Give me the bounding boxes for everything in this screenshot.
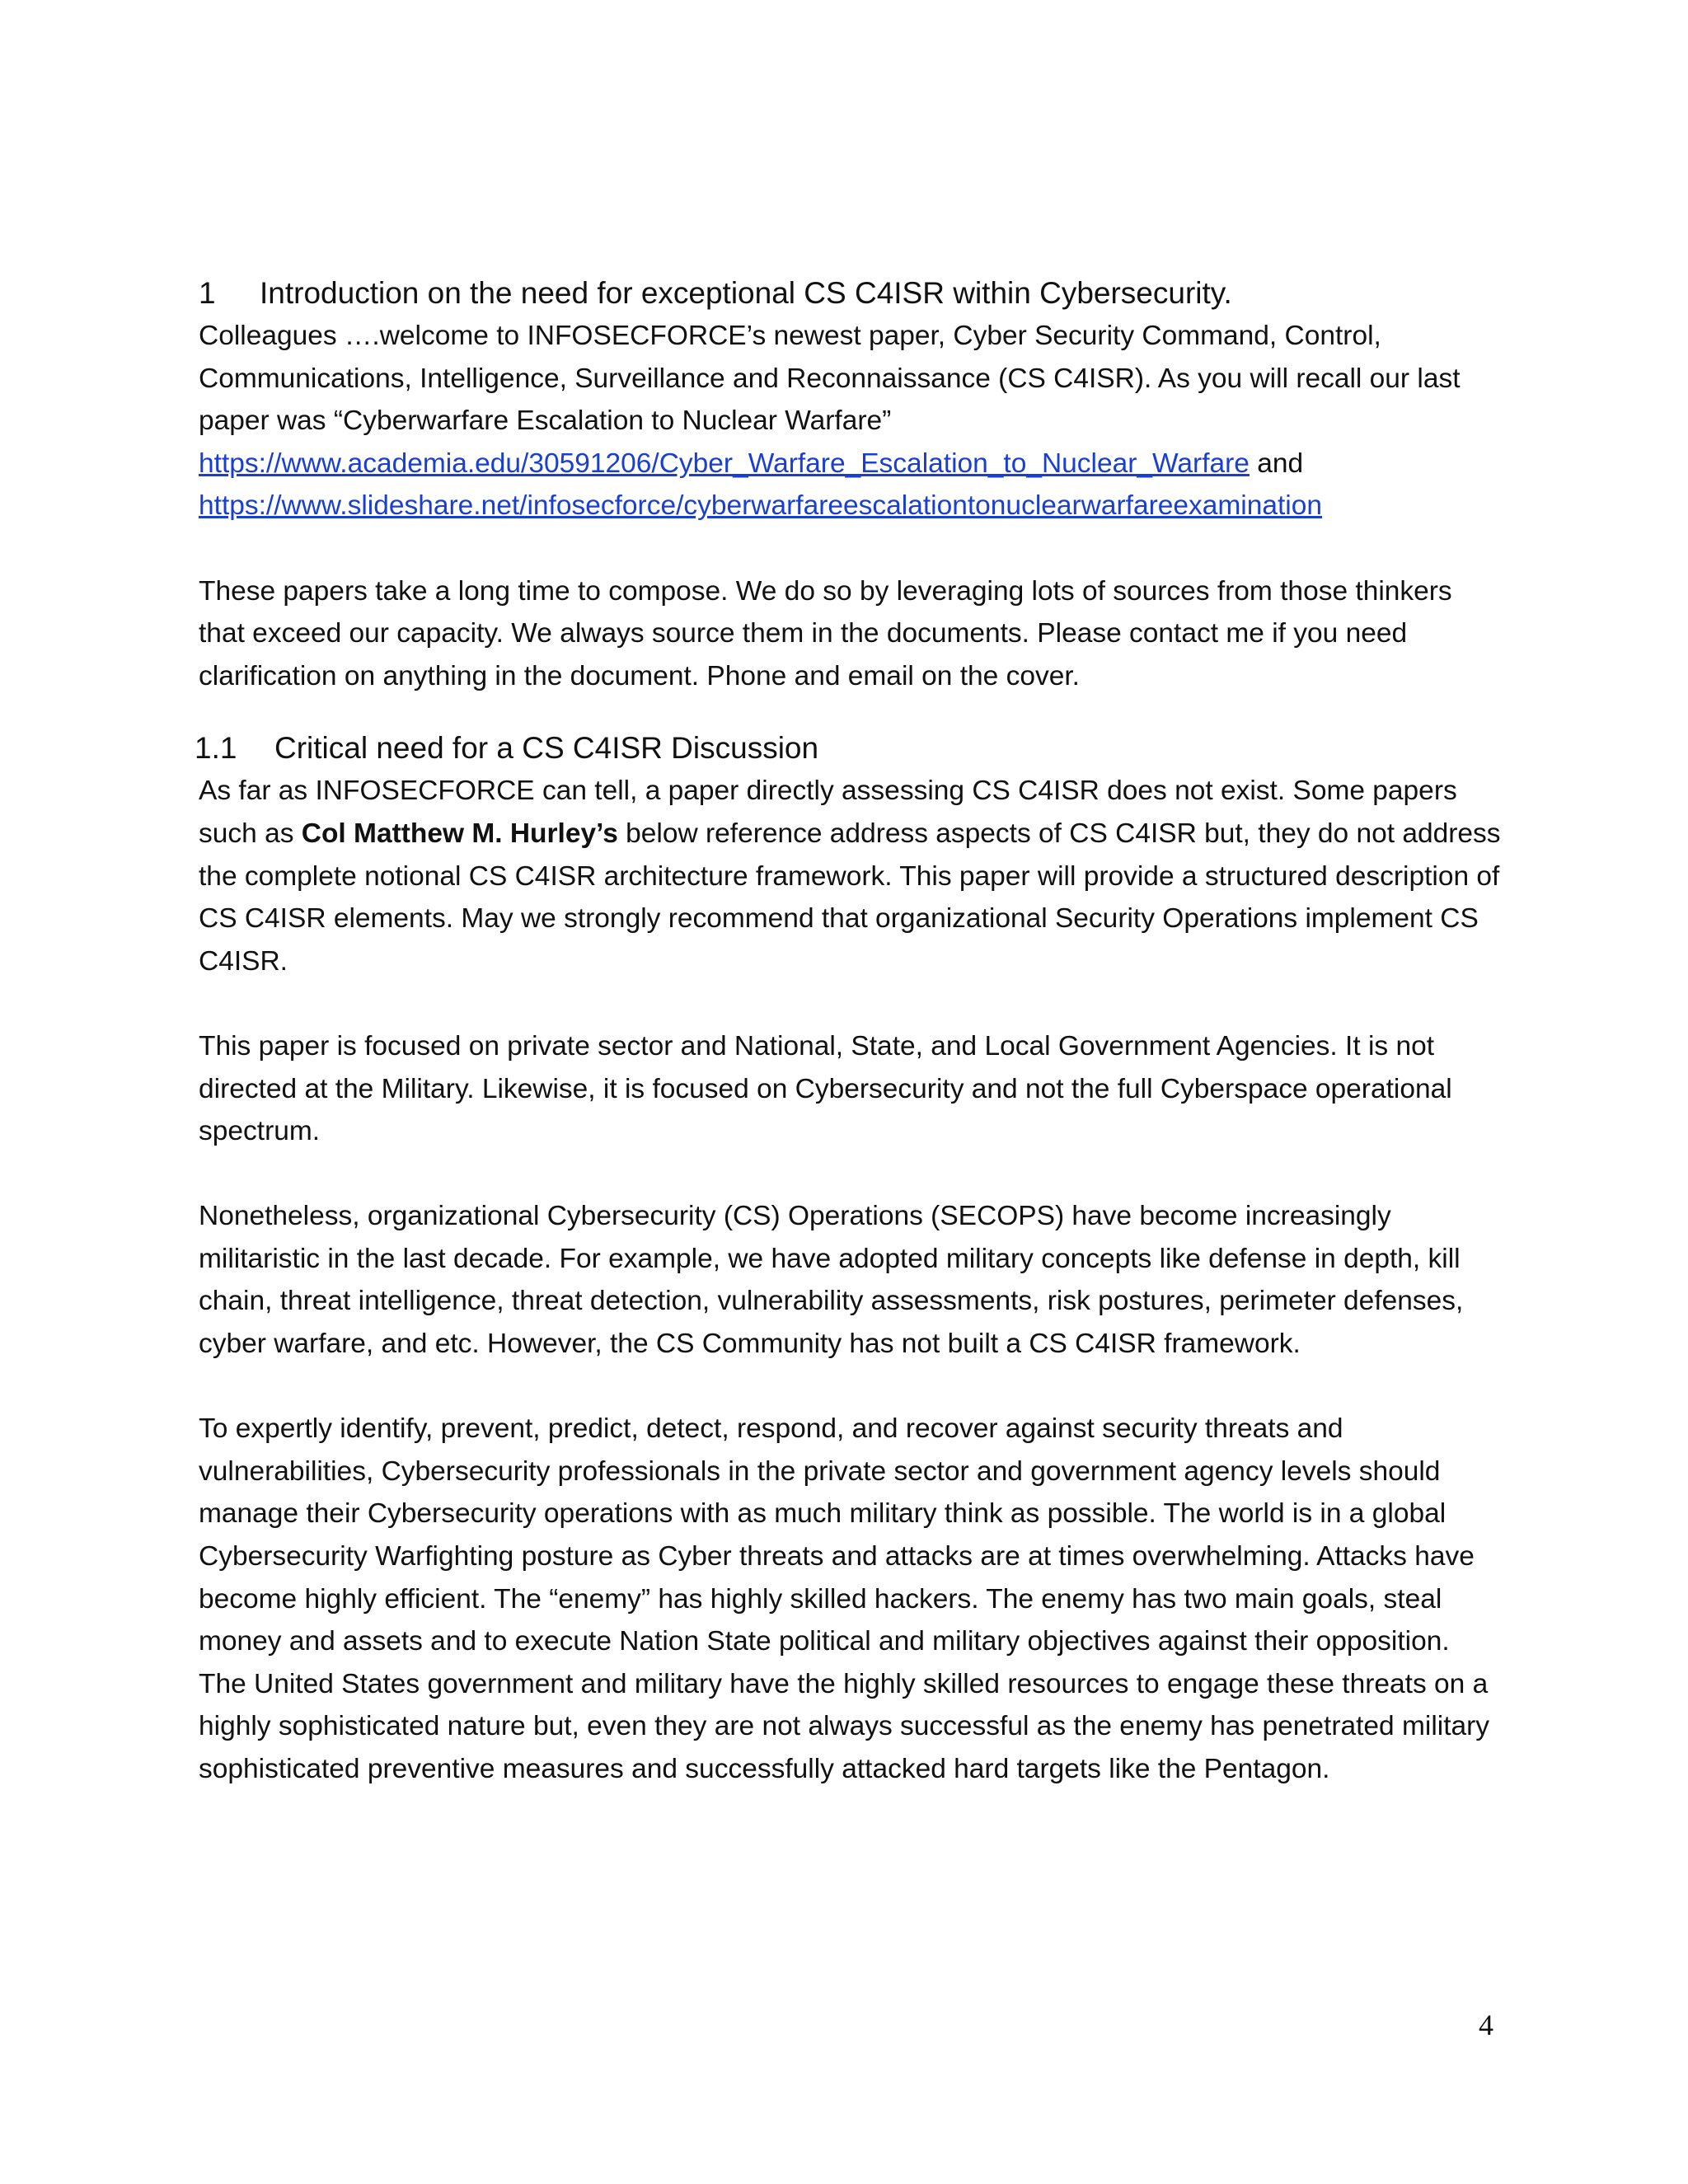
section-1-1-heading bbox=[195, 727, 1501, 770]
paragraph-composition: These papers take a long time to compose. We do so by leveraging lots of sources from those thinkers that exceed our capacity. We always source them in the documents. Please contact me if you need clarification on anything in the document. Phone and email on the cover. bbox=[199, 575, 1452, 691]
paragraph-c4isr-gap-part2: below reference address aspects of CS C4ISR but, they do not address the complete notional CS C4ISR architecture framework. This paper will provide a structured description of CS C4ISR elements. May we strongly recommend that organizational Security Operations implement CS C4ISR. bbox=[199, 818, 1501, 977]
paragraph-c4isr-gap-part1: As far as INFOSECFORCE can tell, a paper directly assessing CS C4ISR does not exist. Some papers such as bbox=[199, 776, 1457, 849]
hurley-reference: Col Matthew M. Hurley’s bbox=[301, 818, 618, 849]
page-content bbox=[195, 272, 1501, 1791]
section-1-title: Introduction on the need for exceptional CS C4ISR within Cybersecurity. bbox=[260, 276, 1232, 310]
section-1-1-number: 1.1 bbox=[195, 731, 237, 766]
link-joiner: and bbox=[1257, 448, 1304, 479]
intro-paragraph: Colleagues ….welcome to INFOSECFORCE’s newest paper, Cyber Security Command, Control, Communications, Intelligence, Surveillance and Reconnaissance (CS C4ISR). As you will recall our last paper was “Cyberwarfare Escalation to Nuclear Warfare” bbox=[199, 321, 1461, 437]
section-1-number: 1 bbox=[199, 276, 216, 310]
academia-link[interactable]: https://www.academia.edu/30591206/Cyber_Warfare_Escalation_to_Nuclear_Warfare bbox=[199, 448, 1250, 479]
intro-links-line-2 bbox=[199, 485, 1501, 527]
paragraph-c4isr-gap bbox=[199, 770, 1501, 982]
page-number: 4 bbox=[1479, 2008, 1493, 2041]
section-1-1-title: Critical need for a CS C4ISR Discussion bbox=[274, 731, 819, 766]
section-1-heading bbox=[199, 272, 1501, 315]
intro-links-line-1 bbox=[199, 443, 1501, 485]
paragraph-militaristic: Nonetheless, organizational Cybersecurity (CS) Operations (SECOPS) have become increasingly militaristic in the last decade. For example, we have adopted military concepts like defense in depth, kill chain, threat intelligence, threat detection, vulnerability assessments, risk postures, perimeter defenses, cyber warfare, and etc. However, the CS Community has not built a CS C4ISR framework. bbox=[199, 1201, 1464, 1360]
paragraph-focus: This paper is focused on private sector and National, State, and Local Government Agencies. It is not directed at the Military. Likewise, it is focused on Cybersecurity and not the full Cyberspace operational spectrum. bbox=[199, 1030, 1452, 1147]
slideshare-link[interactable]: https://www.slideshare.net/infosecforce/cyberwarfareescalationtonuclearwarfareexamination bbox=[199, 490, 1323, 522]
paragraph-warfighting: To expertly identify, prevent, predict, detect, respond, and recover against security threats and vulnerabilities, Cybersecurity professionals in the private sector and government agency levels should manage their Cybersecurity operations with as much military think as possible. The world is in a global Cybersecurity Warfighting posture as Cyber threats and attacks are at times overwhelming. Attacks have become highly efficient. The “enemy” has highly skilled hackers. The enemy has two main goals, steal money and assets and to execute Nation State political and military objectives against their opposition. The United States government and military have the highly skilled resources to engage these threats on a highly sophisticated nature but, even they are not always successful as the enemy has penetrated military sophisticated preventive measures and successfully attacked hard targets like the Pentagon. bbox=[199, 1413, 1490, 1784]
